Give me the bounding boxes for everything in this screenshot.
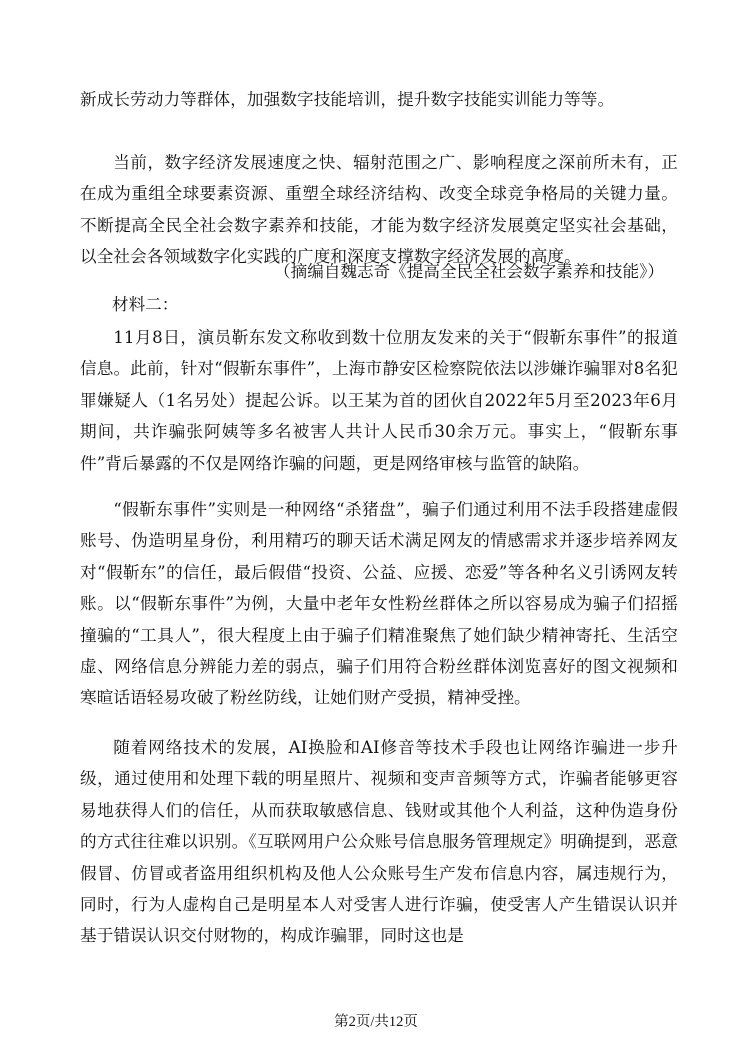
- paragraph-digital-economy: 当前，数字经济发展速度之快、辐射范围之广、影响程度之深前所未有，正在成为重组全球要素资源、重塑全球经济结构、改变全球竞争格局的关键力量。不断提高全民全社会数字素养和技能，才能为数字经济发展奠定坚实社会基础，以全社会各领域数字化实践的广度和深度支撑数字经济发展的高度。: [80, 153, 678, 267]
- material-2-heading: 材料二：: [112, 295, 179, 314]
- paragraph-fake-jindong-event: 11月8日，演员靳东发文称收到数十位朋友发来的关于“假靳东事件”的报道信息。此前，针对“假靳东事件”，上海市静安区检察院依法以涉嫌诈骗罪对8名犯罪嫌疑人（1名另处）提起公诉。以王某为首的团伙自2022年5月至2023年6月期间，共诈骗张阿姨等多名被害人共计人民币30余万元。事实上，“假靳东事件”背后暴露的不仅是网络诈骗的问题，更是网络审核与监管的缺陷。: [80, 328, 678, 473]
- paragraph-pig-butchering-scam: “假靳东事件”实则是一种网络“杀猪盘”，骗子们通过利用不法手段搭建虚假账号、伪造明星身份，利用精巧的聊天话术满足网友的情感需求并逐步培养网友对“假靳东”的信任，最后假借“投资、公益、应援、恋爱”等各种名义引诱网友转账。以“假靳东事件”为例，大量中老年女性粉丝群体之所以容易成为骗子们招摇撞骗的“工具人”，很大程度上由于骗子们精准聚焦了她们缺少精神寄托、生活空虚、网络信息分辨能力差的弱点，骗子们用符合粉丝群体浏览喜好的图文视频和寒暄话语轻易攻破了粉丝防线，让她们财产受损，精神受挫。: [80, 500, 678, 708]
- paragraph-continuation: 新成长劳动力等群体，加强数字技能培训，提升数字技能实训能力等等。: [80, 90, 615, 109]
- page-number-footer: 第2页/共12页: [334, 1014, 418, 1030]
- paragraph-ai-face-swap: 随着网络技术的发展，AI换脸和AI修音等技术手段也让网络诈骗进一步升级，通过使用和处理下载的明星照片、视频和变声音频等方式，诈骗者能够更容易地获得人们的信任，从而获取敏感信息、钱财或其他个人利益，这种伪造身份的方式往往难以识别。《互联网用户公众账号信息服务管理规定》明确提到，恶意假冒、仿冒或者盗用组织机构及他人公众账号生产发布信息内容，属违规行为，同时，行为人虚构自己是明星本人对受害人进行诈骗，使受害人产生错误认识并基于错误认识交付财物的，构成诈骗罪，同时这也是: [80, 738, 678, 946]
- source-citation: （摘编自魏志奇《提高全民全社会数字素养和技能》）: [274, 262, 664, 281]
